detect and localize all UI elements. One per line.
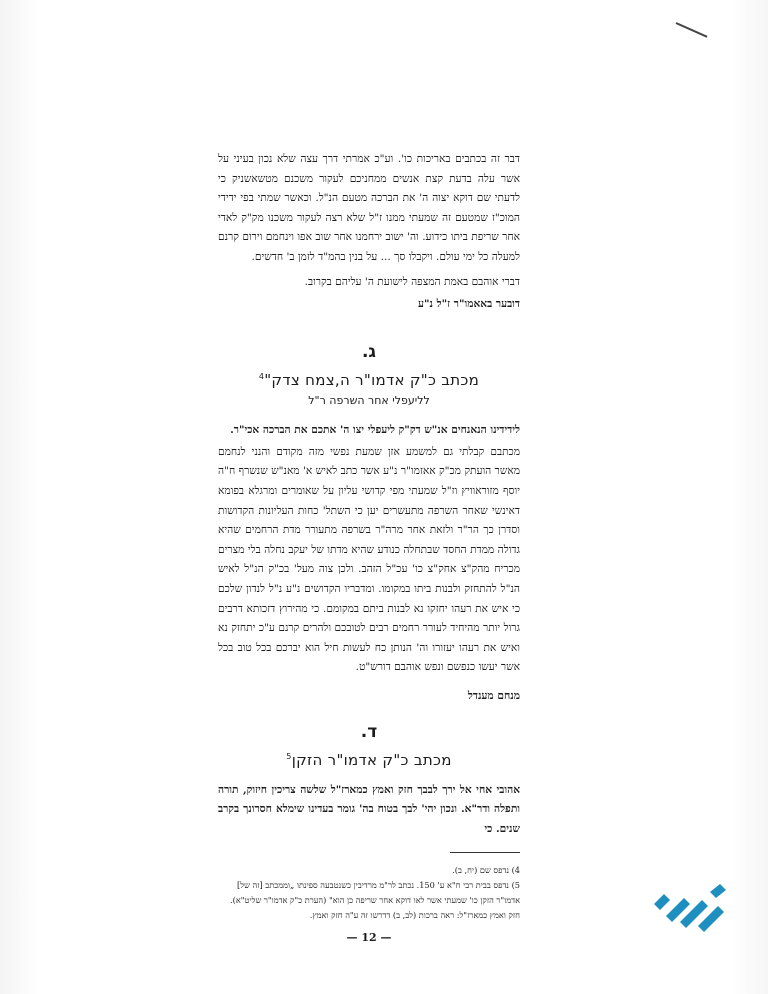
section-title-d-text: מכתב כ"ק אדמו"ר הזקן (291, 750, 452, 769)
footnote-ref-5: 5 (286, 751, 292, 761)
letter-body-g: מכתבם קבלתי גם למשמע אזן שמעת נפשי מזה מקודם והנני לנחמם מאשר הועתק מכ"ק אאזמו"ר נ"ע אשר כתב לאיש א' מאנ"ש שנשרף ח"ה יוסף מזוראוויץ וז"ל שמעתי מפי קדושי עליון על שאומרים ומרגלא בפומא דאינשי שאחר השרפה מתעשרים יען כי השתל' כחות העליונות הקדושות וסדרן כך הר"ר ולזאת אחר מרה"ר בשרפה מתעורר מדת הרחמים שהיא גדולה ממדת החסד שבתחלה כנודע שהיא מדתו של יעקב נחלה בלי מצרים מכריח מהק"צ אחק"צ כו' עכ"ל הזהב. ולכן צוה מעל' בכ"ק הנ"ל לאיש הנ"ל להתחזק ולבנות ביתו במקומו. ומדבריו הקדושים נ"ע נ"ל לנדון שלכם כי איש את רעהו יחזקו נא לבנות ביתם במקומם. כי מהירוץ דזכותא דרבים גרול יותר מהיחיד לעורר רחמים רבים לטובכם ולהרים קרנם ע"כ יתחזק נא ואיש את רעהו יעזורו וה' הנותן כח לעשות חיל הוא יברכם בכל טוב בכל אשר יעשו כנפשם ונפש אוהבם דורש"ט. (218, 445, 520, 674)
signature-dovber: דובער באאמו"ר ז"ל נ"ע (418, 298, 520, 311)
footnote-ref-4: 4 (258, 372, 265, 382)
footnote-5: 5) נדפס בבית רבי ח"א ע' 150. נכתב לר"מ מרדיבין כשנטבעה ספינתו „וממכתב [זה של] אדמו"ר הזקן כו' שמעתי אשר לאו דוקא אחר שריפה כן הוא" (הערת כ"ק אדמו"ר שליט"א). (230, 879, 520, 905)
footnote-4: 4) נדפס שם (יח, ב). (452, 864, 520, 875)
page-number: — 12 — (346, 930, 392, 944)
footnote-divider (450, 852, 520, 853)
section-letter-d: ד. (360, 721, 378, 742)
paragraph-continuation: דבר זה בכתבים באריכות כו'. וע"כ אמרתי דרך עצה שלא נכון בעיני על אשר עלה בדעת קצת אנשים ממחניכם לעקור משכנם מטשאשניק כי לדעתי שם דוקא יצוה ה' את הברכה מטעם הנ"ל. וכאשר שמתי בפי ידידי המוכ"ז שמטעם זה שמעתי ממנו ז"ל שלא רצה לעקור משכנו מק"ק לאדי אחר שריפת ביתו כידוע. וה' ישוב ירחמנו אחר שוב אפו וינחמם וירום קרנם למעלה כל ימי עולם. ויקבלו סך ... על בנין בהמ"ד לזמן ב' חדשים. (218, 153, 520, 263)
letter-body-d: אהובי אחי אל ירך לבבך חזק ואמץ כמארז"ל שלשה צריכין חיזוק, תורה ותפלה ודר"א. ונכון יהי' לבך בטוח בה' גומר בעדינו שימלא חסרונך בקרב שנים. כי (218, 783, 520, 836)
letter-opening: לידידינו הנאנחים אנ"ש דק"ק ליעפלי יצו ה' אתכם את הברכה אכי"ר. (230, 424, 520, 437)
section-subtitle-g: לליעפלי אחר השרפה ר"ל (308, 394, 430, 408)
section-title-g (218, 366, 520, 391)
publisher-logo-icon (650, 882, 734, 936)
signature-menachem-mendel: מנחם מענדל (467, 689, 520, 702)
section-letter-g: ג. (361, 342, 377, 363)
document-page (218, 150, 520, 944)
closing-line: דברי אוהבם באמת המצפה לישועת ה' עליהם בקרוב. (304, 275, 520, 288)
footnote-extra: חזק ואמץ כמארז"ל: ראה ברכות (לב, ב) דדרשו זה ע"ה חזק ואמץ. (309, 909, 520, 920)
section-title-g-text: מכתב כ"ק אדמו"ר ה,צמח צדק" (264, 371, 480, 390)
section-title-d (218, 746, 520, 771)
